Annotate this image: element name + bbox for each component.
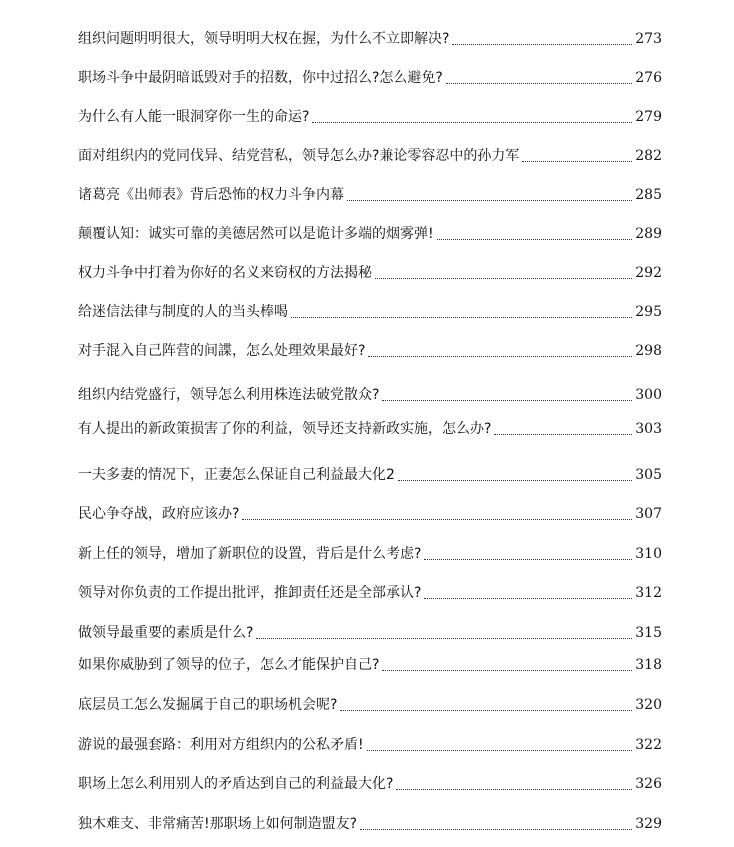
toc-entry-page: 318 xyxy=(635,657,662,673)
dot-leader xyxy=(368,356,632,357)
toc-entry-page: 312 xyxy=(635,585,662,601)
toc-entry-title: 组织问题明明很大，领导明明大权在握，为什么不立即解决? xyxy=(78,31,450,47)
toc-entry-page: 295 xyxy=(635,304,662,320)
toc-entry[interactable] xyxy=(78,581,662,605)
toc-entry[interactable] xyxy=(78,812,662,836)
toc-entry-title: 游说的最强套路：利用对方组织内的公私矛盾! xyxy=(78,737,364,753)
toc-entry-page: 282 xyxy=(635,148,662,164)
toc-entry-title: 有人提出的新政策损害了你的利益，领导还支持新政实施，怎么办? xyxy=(78,421,492,437)
toc-entry-page: 300 xyxy=(635,387,662,403)
toc-entry[interactable] xyxy=(78,621,662,645)
dot-leader xyxy=(256,638,632,639)
toc-entry-page: 303 xyxy=(635,421,662,437)
toc-entry[interactable] xyxy=(78,772,662,796)
dot-leader xyxy=(367,750,633,751)
toc-entry-page: 322 xyxy=(635,737,662,753)
toc-entry[interactable] xyxy=(78,183,662,207)
toc-entry[interactable] xyxy=(78,66,662,90)
toc-entry-title: 权力斗争中打着为你好的名义来窃权的方法揭秘 xyxy=(78,265,372,281)
toc-entry[interactable] xyxy=(78,300,662,324)
dot-leader xyxy=(452,44,632,45)
toc-entry-page: 320 xyxy=(635,697,662,713)
dot-leader xyxy=(382,400,632,401)
dot-leader xyxy=(396,789,632,790)
dot-leader xyxy=(360,829,632,830)
toc-entry[interactable] xyxy=(78,693,662,717)
dot-leader xyxy=(347,200,632,201)
toc-entry[interactable] xyxy=(78,502,662,526)
dot-leader xyxy=(291,317,632,318)
toc-entry[interactable] xyxy=(78,144,662,168)
toc-entry[interactable] xyxy=(78,733,662,757)
toc-entry[interactable] xyxy=(78,463,662,487)
toc-entry-title: 为什么有人能一眼洞穿你一生的命运? xyxy=(78,109,310,125)
toc-entry-title: 颠覆认知：诚实可靠的美德居然可以是诡计多端的烟雾弹! xyxy=(78,226,434,242)
toc-entry-title: 如果你威胁到了领导的位子，怎么才能保护自己? xyxy=(78,657,380,673)
dot-leader xyxy=(424,559,632,560)
toc-entry-title: 组织内结党盛行，领导怎么利用株连法破党散众? xyxy=(78,387,380,403)
toc-entry-title: 做领导最重要的素质是什么? xyxy=(78,625,254,641)
toc-entry-page: 315 xyxy=(635,625,662,641)
dot-leader xyxy=(312,122,632,123)
toc-entry-page: 310 xyxy=(635,546,662,562)
dot-leader xyxy=(375,278,632,279)
dot-leader xyxy=(437,239,633,240)
dot-leader xyxy=(424,598,632,599)
toc-entry-page: 276 xyxy=(635,70,662,86)
toc-entry-title: 诸葛亮《出师表》背后恐怖的权力斗争内幕 xyxy=(78,187,344,203)
toc-entry[interactable] xyxy=(78,417,662,441)
toc-entry[interactable] xyxy=(78,339,662,363)
toc-entry-page: 279 xyxy=(635,109,662,125)
toc-entry-title: 领导对你负责的工作提出批评，推卸责任还是全部承认? xyxy=(78,585,422,601)
toc-entry-title: 对手混入自己阵营的间諜，怎么处理效果最好? xyxy=(78,343,366,359)
dot-leader xyxy=(446,83,632,84)
toc-entry-page: 326 xyxy=(635,776,662,792)
toc-entry-title: 独木难支、非常痛苦!那职场上如何制造盟友? xyxy=(78,816,358,832)
toc-entry[interactable] xyxy=(78,653,662,677)
toc-entry-title: 底层员工怎么发掘属于自己的职场机会呢? xyxy=(78,697,338,713)
dot-leader xyxy=(494,434,632,435)
toc-entry-title: 新上任的领导，增加了新职位的设置，背后是什么考虑? xyxy=(78,546,422,562)
toc-entry[interactable] xyxy=(78,542,662,566)
toc-entry-title: 职场斗争中最阴暗诋毁对手的招数，你中过招么?怎么避免? xyxy=(78,70,443,86)
toc-entry-page: 273 xyxy=(635,31,662,47)
toc-entry-page: 289 xyxy=(635,226,662,242)
dot-leader xyxy=(398,480,632,481)
toc-entry-title: 给迷信法律与制度的人的当头棒喝 xyxy=(78,304,288,320)
toc-entry[interactable] xyxy=(78,261,662,285)
toc-entry-page: 292 xyxy=(635,265,662,281)
toc-entry-page: 285 xyxy=(635,187,662,203)
toc-entry-page: 305 xyxy=(635,467,662,483)
dot-leader xyxy=(340,710,632,711)
toc-entry-title: 面对组织内的党同伐异、结党营私，领导怎么办?兼论零容忍中的孙力军 xyxy=(78,148,520,164)
toc-entry-title: 职场上怎么利用别人的矛盾达到自己的利益最大化? xyxy=(78,776,394,792)
toc-entry[interactable] xyxy=(78,105,662,129)
toc-entry[interactable] xyxy=(78,222,662,246)
toc-entry-page: 329 xyxy=(635,816,662,832)
dot-leader xyxy=(242,519,632,520)
toc-entry-page: 298 xyxy=(635,343,662,359)
toc-entry-page: 307 xyxy=(635,506,662,522)
toc-entry-title: 民心争夺战，政府应该办? xyxy=(78,506,240,522)
toc-entry-title: 一夫多妻的情况下，正妻怎么保证自己利益最大化2 xyxy=(78,467,395,483)
dot-leader xyxy=(382,670,632,671)
dot-leader xyxy=(522,161,632,162)
toc-entry[interactable] xyxy=(78,383,662,407)
toc-entry[interactable] xyxy=(78,27,662,51)
